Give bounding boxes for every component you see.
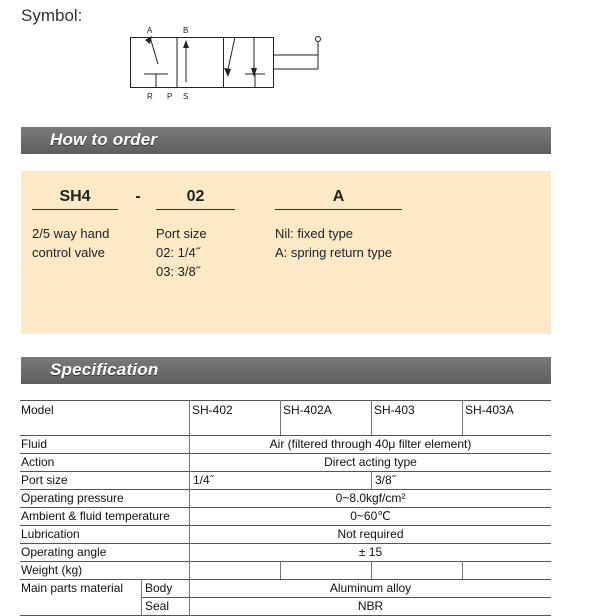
row-value-operating-angle: ± 15 bbox=[358, 545, 383, 559]
port-desc-line: Port size bbox=[156, 226, 207, 241]
type-desc-line: A: spring return type bbox=[275, 245, 393, 260]
row-label-action: Action bbox=[21, 455, 55, 469]
port-label-s: S bbox=[183, 92, 189, 101]
order-code-panel bbox=[21, 171, 551, 334]
valve-box-right bbox=[224, 38, 274, 88]
table-col-rule bbox=[141, 579, 142, 616]
table-col-rule bbox=[371, 561, 372, 579]
port-label-a: A bbox=[147, 26, 153, 35]
row-value-lubrication: Not required bbox=[337, 527, 404, 541]
order-code-series: SH4 bbox=[59, 188, 91, 205]
port-label-p: P bbox=[167, 92, 173, 101]
symbol-title: Symbol: bbox=[21, 6, 83, 25]
row-value-body: Aluminum alloy bbox=[329, 581, 412, 595]
model-name: SH-402A bbox=[283, 403, 332, 417]
model-name: SH-402 bbox=[192, 403, 233, 417]
order-code-underline bbox=[275, 209, 402, 210]
model-desc-line: control valve bbox=[32, 245, 105, 260]
arrow-a-line bbox=[150, 37, 158, 64]
row-label-lubrication: Lubrication bbox=[21, 527, 80, 541]
order-code-underline bbox=[32, 209, 118, 210]
row-value-seal: NBR bbox=[357, 599, 384, 613]
row-label-weight: Weight (kg) bbox=[21, 563, 83, 577]
order-code-type: A bbox=[332, 188, 345, 205]
model-desc-line: 2/5 way hand bbox=[32, 226, 110, 241]
specification-header bbox=[21, 357, 551, 384]
port-desc-line: 03: 3/8˝ bbox=[156, 264, 201, 279]
row-label-port-size: Port size bbox=[21, 473, 68, 487]
order-type-desc bbox=[275, 224, 392, 262]
order-model-desc bbox=[32, 224, 109, 262]
table-rule bbox=[20, 471, 551, 472]
order-code-underline bbox=[156, 209, 235, 210]
table-col-rule bbox=[371, 400, 372, 435]
row-label-main-parts-material: Main parts material bbox=[21, 581, 124, 595]
model-header: Model bbox=[21, 403, 54, 417]
table-rule bbox=[20, 400, 551, 401]
specification-title: Specification bbox=[50, 360, 159, 379]
row-label-ambient-temperature: Ambient & fluid temperature bbox=[21, 509, 170, 523]
how-to-order-title: How to order bbox=[50, 130, 158, 149]
model-name: SH-403A bbox=[465, 403, 514, 417]
row-value-port-size: 1/4˝ bbox=[193, 473, 214, 487]
row-value-fluid: Air (filtered through 40μ filter element) bbox=[269, 437, 472, 451]
row-label-operating-pressure: Operating pressure bbox=[21, 491, 124, 505]
port-label-b: B bbox=[183, 26, 189, 35]
table-col-rule bbox=[371, 471, 372, 489]
table-col-rule bbox=[462, 400, 463, 435]
port-desc-line: 02: 1/4˝ bbox=[156, 245, 201, 260]
port-label-r: R bbox=[147, 92, 153, 101]
table-col-rule bbox=[280, 400, 281, 435]
valve-symbol-diagram bbox=[130, 22, 330, 102]
row-label-operating-angle: Operating angle bbox=[21, 545, 107, 559]
specification-table bbox=[0, 400, 610, 616]
table-col-rule bbox=[280, 561, 281, 579]
row-label-fluid: Fluid bbox=[21, 437, 48, 451]
row-sublabel-seal: Seal bbox=[145, 599, 170, 613]
row-value-action: Direct acting type bbox=[324, 455, 417, 469]
order-code-dash: - bbox=[135, 188, 141, 205]
row-value-ambient-temperature: 0~60℃ bbox=[350, 509, 391, 523]
row-value-operating-pressure: 0~8.0kgf/cm² bbox=[335, 491, 406, 505]
how-to-order-header bbox=[21, 127, 551, 154]
model-name: SH-403 bbox=[374, 403, 415, 417]
row-sublabel-body: Body bbox=[145, 581, 173, 595]
order-port-desc bbox=[156, 224, 207, 281]
row-value-port-size: 3/8˝ bbox=[375, 473, 396, 487]
table-col-rule bbox=[462, 561, 463, 579]
order-code-port: 02 bbox=[186, 188, 205, 205]
type-desc-line: Nil: fixed type bbox=[275, 226, 354, 241]
table-rule bbox=[20, 561, 551, 562]
